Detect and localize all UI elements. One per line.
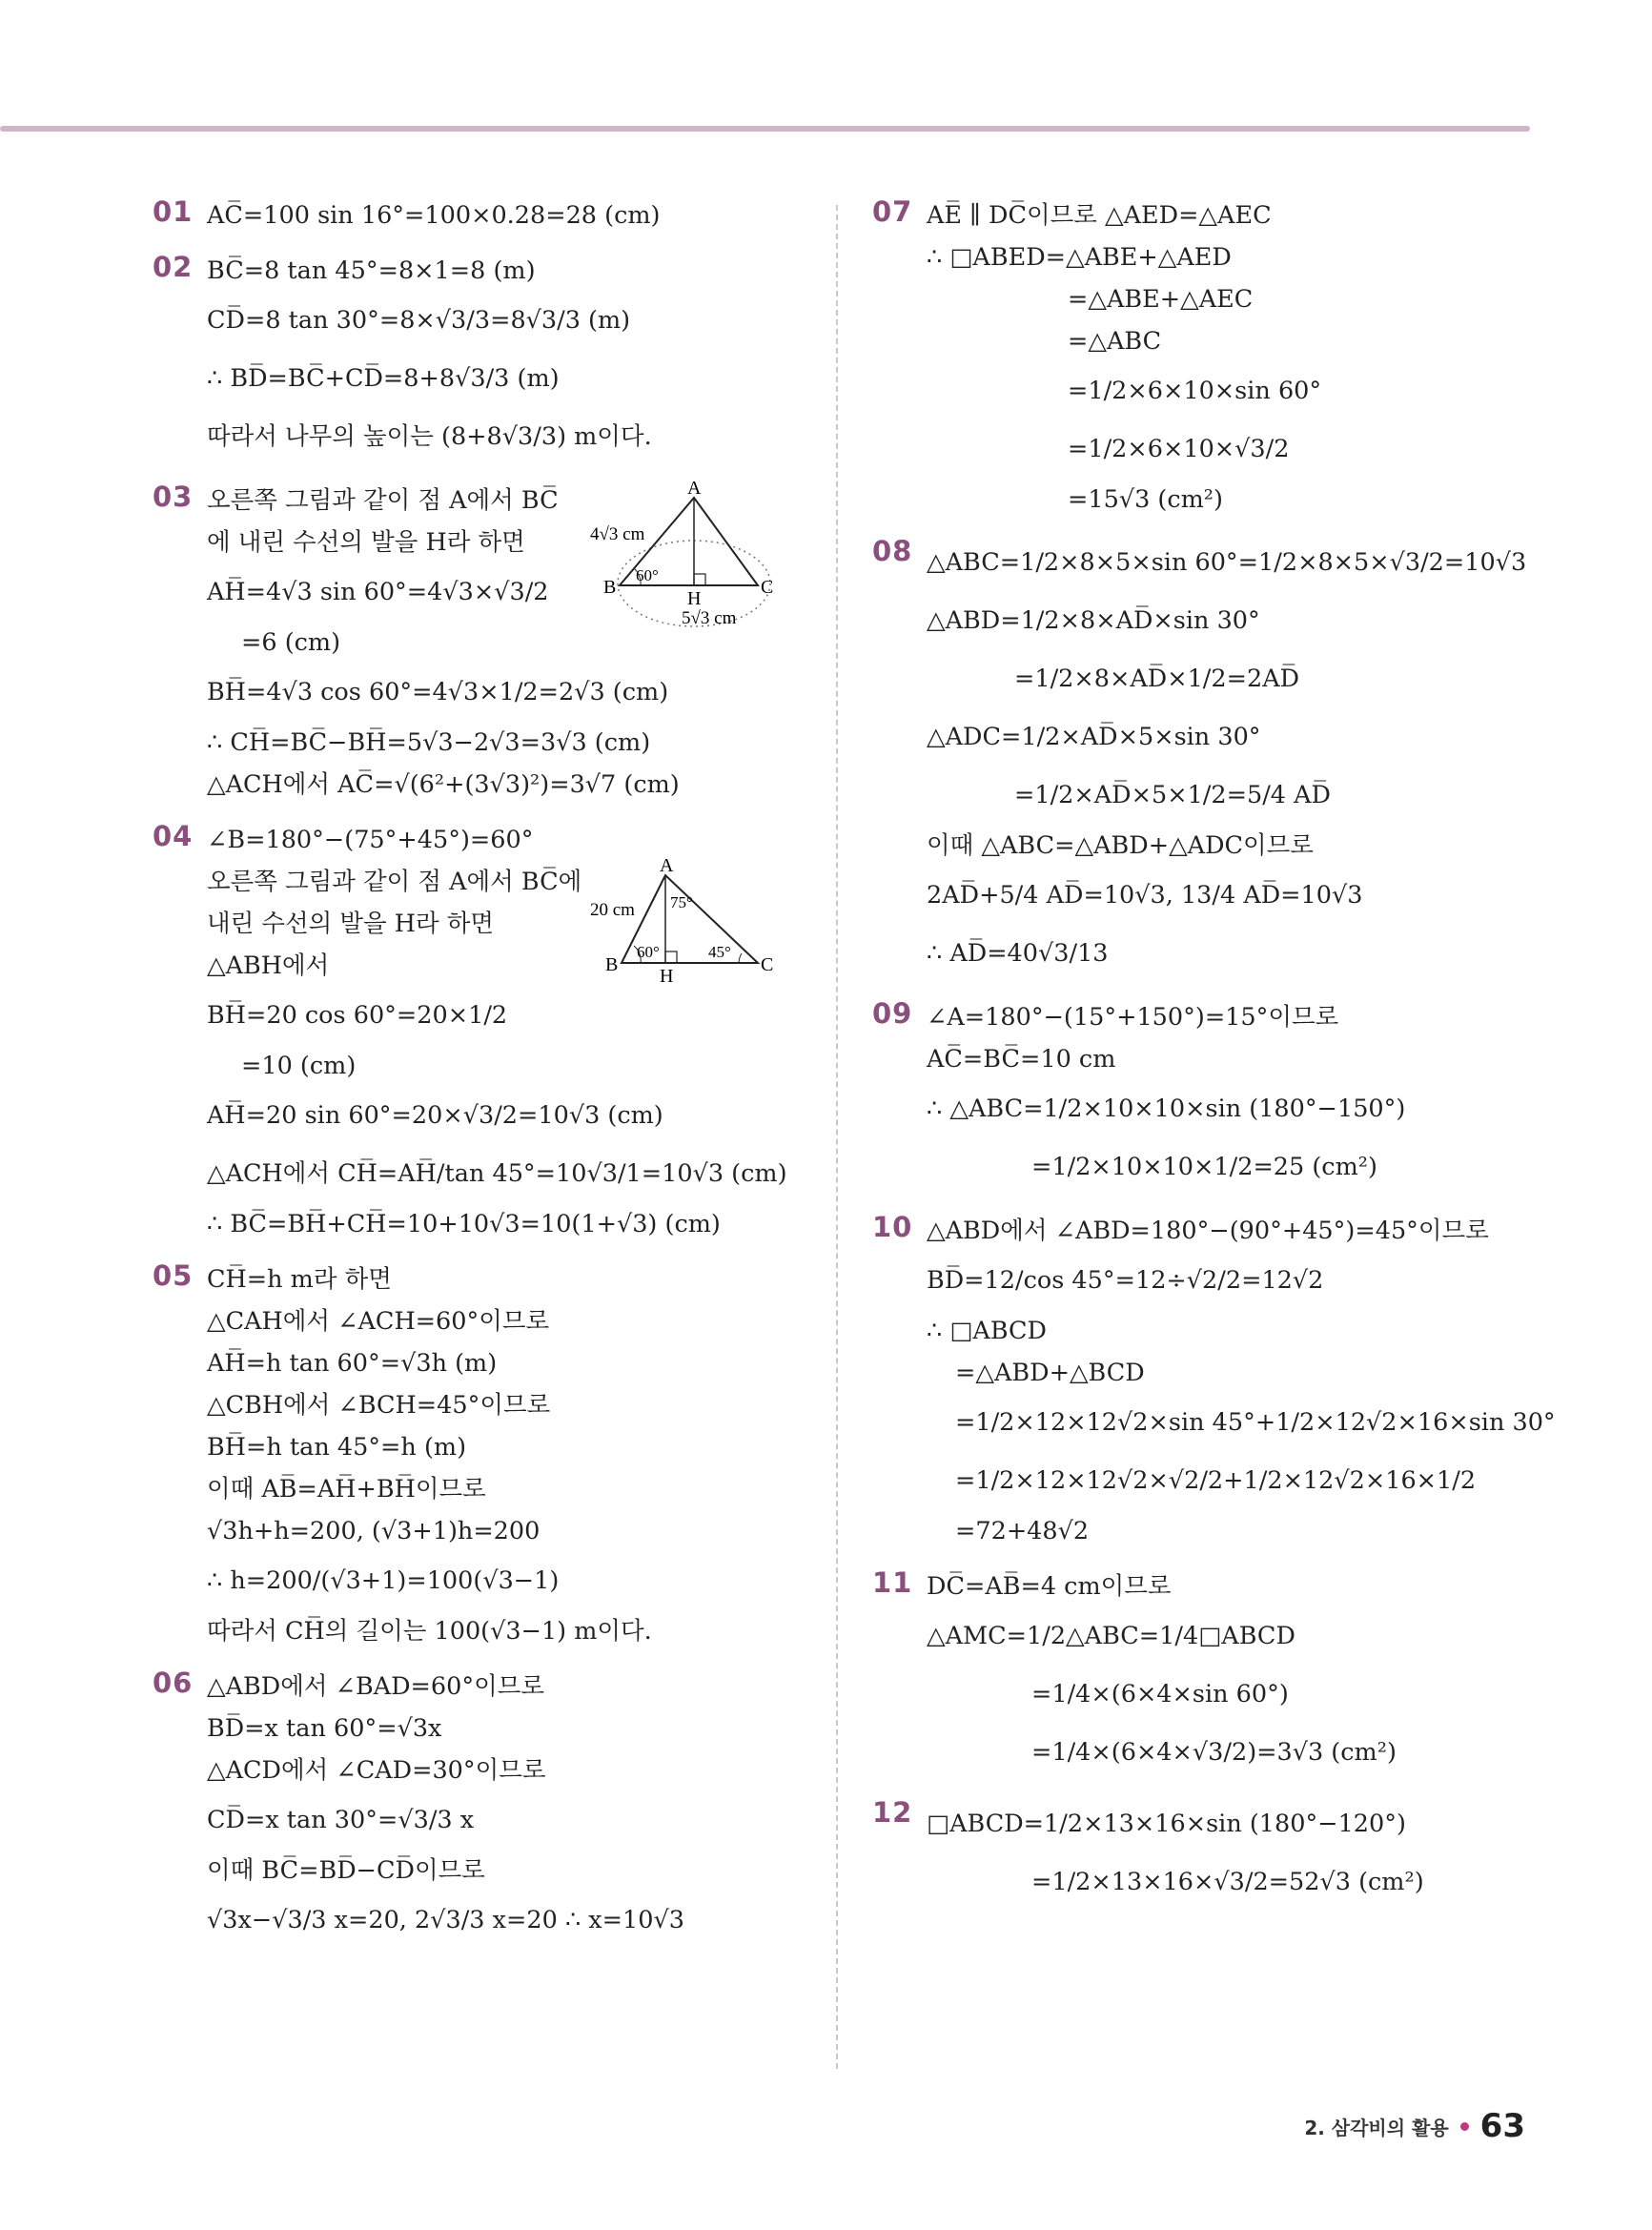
- solution-line: △ABD에서 ∠BAD=60°이므로: [207, 1672, 545, 1701]
- solution-line: △ABD=1/2×8×AD̅×sin 30°: [927, 606, 1260, 635]
- solution-line: =1/2×12×12√2×√2/2+1/2×12√2×16×1/2: [955, 1466, 1477, 1495]
- vertex-label-b: B: [605, 954, 619, 975]
- solution-line: ∴ □ABCD: [927, 1317, 1048, 1345]
- solution-line: △ABC=1/2×8×5×sin 60°=1/2×8×5×√3/2=10√3: [927, 548, 1527, 577]
- problem-number: 01: [153, 195, 194, 228]
- angle-label-a: 75°: [670, 893, 693, 911]
- page-footer: [1304, 2107, 1525, 2145]
- solution-line: BC̅=8 tan 45°=8×1=8 (m): [207, 256, 536, 285]
- solution-line: □ABCD=1/2×13×16×sin (180°−120°): [927, 1810, 1406, 1838]
- problem-02: [153, 251, 810, 467]
- problem-number: 02: [153, 251, 194, 283]
- triangle-figure-03: [586, 481, 786, 647]
- solution-line: AC̅=100 sin 16°=100×0.28=28 (cm): [207, 201, 661, 230]
- problem-07: [872, 195, 1530, 522]
- solution-line: BH̅=4√3 cos 60°=4√3×1/2=2√3 (cm): [207, 678, 669, 706]
- solution-line: 오른쪽 그림과 같이 점 A에서 BC̅: [207, 486, 559, 515]
- angle-label-b: 60°: [637, 943, 660, 961]
- solution-line: ∴ BD̅=BC̅+CD̅=8+8√3/3 (m): [207, 364, 560, 393]
- vertex-label-a: A: [687, 481, 702, 499]
- solution-line: △CAH에서 ∠ACH=60°이므로: [207, 1307, 550, 1336]
- solution-line: BD̅=12/cos 45°=12÷√2/2=12√2: [927, 1266, 1324, 1295]
- solution-line: BH̅=20 cos 60°=20×1/2: [207, 1001, 508, 1030]
- solution-line: 2AD̅+5/4 AD̅=10√3, 13/4 AD̅=10√3: [927, 881, 1363, 910]
- foot-label-h: H: [687, 588, 702, 609]
- solution-line: 에 내린 수선의 발을 H라 하면: [207, 528, 525, 557]
- solution-line: △CBH에서 ∠BCH=45°이므로: [207, 1391, 551, 1420]
- bullet-dot-icon: [1460, 2122, 1469, 2131]
- solution-line: △ACH에서 CH̅=AH̅/tan 45°=10√3/1=10√3 (cm): [207, 1159, 787, 1188]
- solution-line: △ABH에서: [207, 951, 330, 980]
- solution-line: AH̅=h tan 60°=√3h (m): [207, 1349, 498, 1378]
- solution-line: 이때 BC̅=BD̅−CD̅이므로: [207, 1856, 485, 1885]
- problem-number: 09: [872, 997, 913, 1030]
- problem-number: 03: [153, 481, 194, 513]
- solution-line: CH̅=h m라 하면: [207, 1265, 392, 1294]
- solution-line: ∴ CH̅=BC̅−BH̅=5√3−2√3=3√3 (cm): [207, 728, 651, 757]
- solution-line: △ACH에서 AC̅=√(6²+(3√3)²)=3√7 (cm): [207, 770, 680, 799]
- right-angle-mark: [665, 951, 677, 963]
- solution-line: =1/4×(6×4×sin 60°): [1031, 1680, 1289, 1708]
- solution-line: ∴ h=200/(√3+1)=100(√3−1): [207, 1566, 560, 1595]
- solution-line: ∠B=180°−(75°+45°)=60°: [207, 826, 534, 854]
- problem-number: 07: [872, 195, 913, 228]
- problem-08: [872, 535, 1530, 984]
- problem-04: [153, 820, 810, 1246]
- problem-number: 10: [872, 1211, 913, 1243]
- solution-line: =1/2×AD̅×5×1/2=5/4 AD̅: [1014, 781, 1331, 809]
- solution-line: =1/4×(6×4×√3/2)=3√3 (cm²): [1031, 1738, 1397, 1767]
- solution-line: AE̅ ∥ DC̅이므로 △AED=△AEC: [927, 201, 1272, 230]
- solution-line: BH̅=h tan 45°=h (m): [207, 1433, 467, 1462]
- solution-line: BD̅=x tan 60°=√3x: [207, 1714, 442, 1743]
- problem-number: 12: [872, 1796, 913, 1829]
- chapter-title: 2. 삼각비의 활용: [1304, 2116, 1449, 2139]
- problem-05: [153, 1259, 810, 1653]
- side-length-label: 20 cm: [590, 900, 635, 920]
- solution-line: =15√3 (cm²): [1068, 485, 1223, 514]
- problem-number: 04: [153, 820, 194, 852]
- solution-line: =6 (cm): [241, 628, 341, 657]
- problem-11: [872, 1566, 1530, 1783]
- column-divider: [836, 205, 838, 2069]
- solution-line: ∴ BC̅=BH̅+CH̅=10+10√3=10(1+√3) (cm): [207, 1210, 721, 1238]
- solution-line: =72+48√2: [955, 1517, 1090, 1545]
- solution-line: =1/2×12×12√2×sin 45°+1/2×12√2×16×sin 30°: [955, 1408, 1556, 1437]
- solution-line: √3x−√3/3 x=20, 2√3/3 x=20 ∴ x=10√3: [207, 1906, 684, 1934]
- solution-line: ∴ △ABC=1/2×10×10×sin (180°−150°): [927, 1095, 1406, 1123]
- solution-line: CD̅=x tan 30°=√3/3 x: [207, 1806, 475, 1834]
- vertex-label-a: A: [660, 858, 674, 876]
- solution-line: CD̅=8 tan 30°=8×√3/3=8√3/3 (m): [207, 306, 631, 335]
- solution-line: √3h+h=200, (√3+1)h=200: [207, 1517, 540, 1545]
- angle-label-c: 45°: [708, 943, 731, 961]
- vertex-label-c: C: [761, 954, 774, 975]
- problem-10: [872, 1211, 1556, 1553]
- problem-01: [153, 195, 810, 237]
- solution-line: =10 (cm): [241, 1052, 357, 1080]
- problem-number: 06: [153, 1667, 194, 1699]
- solution-line: =1/2×8×AD̅×1/2=2AD̅: [1014, 665, 1300, 693]
- solution-line: AH̅=20 sin 60°=20×√3/2=10√3 (cm): [207, 1101, 663, 1130]
- angle-arc-c: [739, 953, 742, 963]
- problem-12: [872, 1796, 1530, 1913]
- solution-line: AH̅=4√3 sin 60°=4√3×√3/2: [207, 578, 549, 606]
- right-column: [872, 195, 1556, 1926]
- solution-line: =1/2×10×10×1/2=25 (cm²): [1031, 1153, 1377, 1181]
- solution-line: △ACD에서 ∠CAD=30°이므로: [207, 1756, 546, 1785]
- problem-number: 05: [153, 1259, 194, 1292]
- vertex-label-c: C: [761, 577, 774, 598]
- problem-number: 11: [872, 1566, 913, 1599]
- side-length-label: 4√3 cm: [590, 524, 645, 544]
- solution-line: △ABD에서 ∠ABD=180°−(90°+45°)=45°이므로: [927, 1217, 1489, 1245]
- solution-line: =△ABC: [1068, 327, 1162, 356]
- foot-label-h: H: [660, 966, 674, 987]
- problem-number: 08: [872, 535, 913, 567]
- solution-line: 따라서 CH̅의 길이는 100(√3−1) m이다.: [207, 1617, 652, 1646]
- page-number: 63: [1479, 2107, 1525, 2145]
- solution-line: DC̅=AB̅=4 cm이므로: [927, 1572, 1172, 1601]
- solution-line: 따라서 나무의 높이는 (8+8√3/3) m이다.: [207, 422, 652, 451]
- solution-line: 이때 △ABC=△ABD+△ADC이므로: [927, 831, 1314, 860]
- solution-line: =1/2×13×16×√3/2=52√3 (cm²): [1031, 1868, 1424, 1896]
- base-length-label: 5√3 cm: [682, 608, 737, 628]
- solution-line: △ADC=1/2×AD̅×5×sin 30°: [927, 723, 1261, 751]
- solution-line: 내린 수선의 발을 H라 하면: [207, 910, 494, 938]
- angle-label: 60°: [636, 566, 659, 584]
- solution-line: =△ABD+△BCD: [955, 1359, 1145, 1387]
- triangle-figure-04: [586, 858, 786, 992]
- solution-line: ∴ AD̅=40√3/13: [927, 939, 1109, 968]
- solution-line: =△ABE+△AEC: [1068, 285, 1254, 314]
- solution-line: ∠A=180°−(15°+150°)=15°이므로: [927, 1003, 1339, 1032]
- problem-06: [153, 1667, 810, 1951]
- solution-line: AC̅=BC̅=10 cm: [927, 1045, 1116, 1074]
- problem-03: [153, 481, 810, 807]
- solution-line: =1/2×6×10×sin 60°: [1068, 377, 1322, 405]
- top-accent-bar: [0, 126, 1530, 132]
- left-column: [153, 195, 810, 1964]
- solution-line: =1/2×6×10×√3/2: [1068, 435, 1290, 463]
- solution-line: 이때 AB̅=AH̅+BH̅이므로: [207, 1475, 486, 1504]
- solution-line: 오른쪽 그림과 같이 점 A에서 BC̅에: [207, 868, 582, 896]
- vertex-label-b: B: [603, 577, 617, 598]
- solution-line: △AMC=1/2△ABC=1/4□ABCD: [927, 1622, 1295, 1650]
- right-angle-mark: [694, 574, 705, 585]
- problem-09: [872, 997, 1530, 1197]
- solution-line: ∴ □ABED=△ABE+△AED: [927, 243, 1232, 272]
